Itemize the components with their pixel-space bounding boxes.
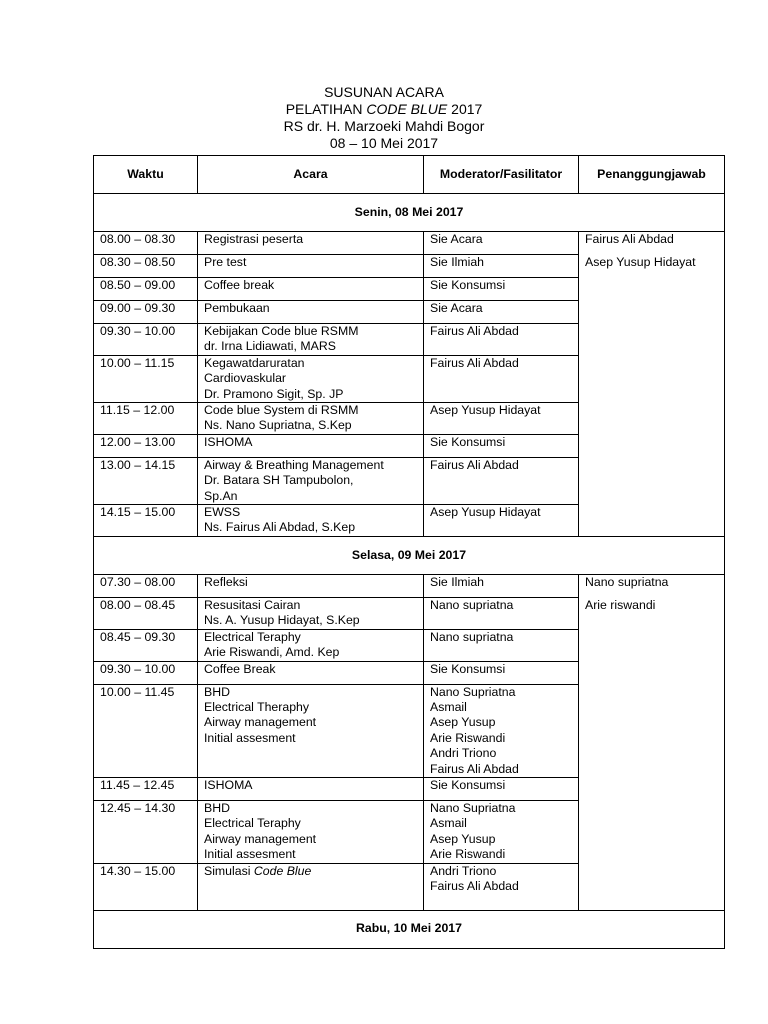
- moderator-cell: [424, 574, 579, 597]
- acara-line: ISHOMA: [204, 434, 253, 449]
- schedule-table: [93, 155, 725, 949]
- acara-line: dr. Irna Lidiawati, MARS: [204, 339, 336, 354]
- moderator-line: Fairus Ali Abdad: [430, 355, 519, 370]
- acara-line: Refleksi: [204, 574, 248, 589]
- moderator-line: Sie Konsumsi: [430, 777, 506, 792]
- moderator-cell: [424, 434, 579, 457]
- moderator-line: Nano Supriatna: [430, 684, 516, 699]
- moderator-line: Asep Yusup: [430, 831, 496, 846]
- acara-cell: [198, 684, 424, 777]
- col-header-moderator: Moderator/Fasilitator: [424, 156, 579, 194]
- time-cell: 13.00 – 14.15: [94, 457, 198, 504]
- moderator-cell: [424, 278, 579, 301]
- time-cell: 10.00 – 11.45: [94, 684, 198, 777]
- acara-line: Airway management: [204, 715, 317, 730]
- acara-cell: [198, 278, 424, 301]
- day-label: Senin, 08 Mei 2017: [94, 194, 725, 232]
- moderator-line: Sie Konsumsi: [430, 661, 506, 676]
- moderator-cell: [424, 403, 579, 435]
- day-label: Rabu, 10 Mei 2017: [94, 910, 725, 948]
- acara-line: Initial assesment: [204, 847, 296, 862]
- acara-cell: [198, 800, 424, 863]
- moderator-line: Arie Riswandi: [430, 730, 506, 745]
- acara-cell: [198, 355, 424, 402]
- moderator-line: Sie Acara: [430, 232, 483, 246]
- moderator-cell: [424, 301, 579, 324]
- acara-line: Initial assesment: [204, 730, 296, 745]
- moderator-line: Arie Riswandi: [430, 847, 506, 862]
- moderator-line: Asep Yusup Hidayat: [430, 505, 541, 520]
- time-cell: 14.15 – 15.00: [94, 505, 198, 537]
- moderator-cell: [424, 324, 579, 356]
- acara-line: Registrasi peserta: [204, 232, 304, 246]
- moderator-line: Sie Ilmiah: [430, 574, 484, 589]
- acara-line: Coffee break: [204, 278, 275, 292]
- penanggungjawab-line: Fairus Ali Abdad: [585, 232, 674, 246]
- penanggungjawab-line: Arie riswandi: [585, 597, 656, 612]
- acara-cell: [198, 255, 424, 278]
- moderator-line: Fairus Ali Abdad: [430, 324, 519, 338]
- moderator-line: Sie Acara: [430, 301, 483, 315]
- moderator-line: Fairus Ali Abdad: [430, 761, 519, 776]
- title-line-2-prefix: PELATIHAN: [285, 101, 367, 117]
- moderator-line: Nano supriatna: [430, 629, 514, 644]
- acara-line: BHD: [204, 684, 230, 699]
- moderator-line: Asmail: [430, 816, 467, 831]
- col-header-penanggungjawab: Penanggungjawab: [579, 156, 725, 194]
- title-line-4: 08 – 10 Mei 2017: [329, 135, 439, 151]
- moderator-line: Andri Triono: [430, 863, 497, 878]
- acara-cell: [198, 324, 424, 356]
- acara-line: Pembukaan: [204, 301, 270, 315]
- acara-prefix: Simulasi: [204, 863, 254, 878]
- acara-cell: [198, 574, 424, 597]
- penanggungjawab-cell: [579, 574, 725, 910]
- day-header-row: [94, 536, 725, 574]
- time-cell: 09.30 – 10.00: [94, 324, 198, 356]
- time-cell: 08.00 – 08.45: [94, 597, 198, 629]
- moderator-cell: [424, 355, 579, 402]
- time-cell: 08.30 – 08.50: [94, 255, 198, 278]
- moderator-cell: [424, 255, 579, 278]
- time-cell: 08.50 – 09.00: [94, 278, 198, 301]
- title-line-3: RS dr. H. Marzoeki Mahdi Bogor: [283, 118, 485, 134]
- title-line-2-suffix: 2017: [447, 101, 483, 117]
- moderator-cell: [424, 684, 579, 777]
- acara-line: Cardiovaskular: [204, 371, 287, 386]
- moderator-cell: [424, 863, 579, 910]
- schedule-row: [94, 232, 725, 255]
- moderator-cell: [424, 629, 579, 661]
- day-header-row: [94, 910, 725, 948]
- acara-line: Airway & Breathing Management: [204, 457, 384, 472]
- moderator-cell: [424, 232, 579, 255]
- acara-italic: Code Blue: [253, 863, 312, 878]
- document-title: [0, 84, 768, 152]
- time-cell: 07.30 – 08.00: [94, 574, 198, 597]
- time-cell: 09.30 – 10.00: [94, 661, 198, 684]
- moderator-cell: [424, 800, 579, 863]
- time-cell: 08.00 – 08.30: [94, 232, 198, 255]
- acara-line: Pre test: [204, 255, 247, 269]
- moderator-line: Andri Triono: [430, 746, 497, 761]
- penanggungjawab-line: Nano supriatna: [585, 574, 669, 589]
- time-cell: 12.45 – 14.30: [94, 800, 198, 863]
- time-cell: 11.15 – 12.00: [94, 403, 198, 435]
- header-row: [94, 156, 725, 194]
- day-header-row: [94, 194, 725, 232]
- acara-line: Dr. Pramono Sigit, Sp. JP: [204, 386, 344, 401]
- time-cell: 10.00 – 11.15: [94, 355, 198, 402]
- moderator-line: Sie Konsumsi: [430, 434, 506, 449]
- acara-cell: [198, 505, 424, 537]
- time-cell: 14.30 – 15.00: [94, 863, 198, 910]
- moderator-cell: [424, 457, 579, 504]
- acara-line: Electrical Theraphy: [204, 699, 310, 714]
- acara-cell: [198, 457, 424, 504]
- title-line-1: SUSUNAN ACARA: [324, 84, 444, 100]
- acara-cell: [198, 434, 424, 457]
- col-header-waktu: Waktu: [94, 156, 198, 194]
- acara-line: [204, 864, 423, 879]
- acara-cell: [198, 301, 424, 324]
- time-cell: 09.00 – 09.30: [94, 301, 198, 324]
- acara-cell: [198, 232, 424, 255]
- acara-cell: [198, 777, 424, 800]
- moderator-line: Asmail: [430, 699, 467, 714]
- title-line-2: [0, 101, 768, 118]
- moderator-cell: [424, 661, 579, 684]
- time-cell: 11.45 – 12.45: [94, 777, 198, 800]
- acara-cell: [198, 863, 424, 910]
- acara-line: EWSS: [204, 505, 241, 520]
- acara-line: Dr. Batara SH Tampubolon,: [204, 473, 354, 488]
- time-cell: 12.00 – 13.00: [94, 434, 198, 457]
- moderator-line: Nano Supriatna: [430, 800, 516, 815]
- day-label: Selasa, 09 Mei 2017: [94, 536, 725, 574]
- acara-line: Electrical Teraphy: [204, 816, 301, 831]
- schedule-row: [94, 574, 725, 597]
- acara-line: Kebijakan Code blue RSMM: [204, 324, 359, 338]
- acara-line: BHD: [204, 800, 230, 815]
- acara-line: Coffee Break: [204, 661, 276, 676]
- moderator-line: Sie Ilmiah: [430, 255, 484, 269]
- col-header-acara: Acara: [198, 156, 424, 194]
- moderator-line: Asep Yusup: [430, 715, 496, 730]
- acara-cell: [198, 597, 424, 629]
- acara-line: Electrical Teraphy: [204, 629, 301, 644]
- acara-line: Ns. A. Yusup Hidayat, S.Kep: [204, 613, 360, 628]
- penanggungjawab-cell: [579, 232, 725, 537]
- moderator-line: Nano supriatna: [430, 597, 514, 612]
- acara-cell: [198, 629, 424, 661]
- moderator-cell: [424, 777, 579, 800]
- acara-line: Code blue System di RSMM: [204, 403, 359, 418]
- moderator-line: Fairus Ali Abdad: [430, 878, 519, 893]
- moderator-cell: [424, 505, 579, 537]
- time-cell: 08.45 – 09.30: [94, 629, 198, 661]
- acara-line: Sp.An: [204, 488, 238, 503]
- acara-line: Arie Riswandi, Amd. Kep: [204, 645, 340, 660]
- moderator-line: Asep Yusup Hidayat: [430, 403, 541, 418]
- moderator-line: Sie Konsumsi: [430, 278, 506, 292]
- penanggungjawab-line: Asep Yusup Hidayat: [585, 255, 696, 269]
- acara-line: Ns. Fairus Ali Abdad, S.Kep: [204, 520, 356, 535]
- acara-line: Resusitasi Cairan: [204, 597, 301, 612]
- acara-cell: [198, 403, 424, 435]
- acara-cell: [198, 661, 424, 684]
- acara-line: ISHOMA: [204, 777, 253, 792]
- acara-line: Kegawatdaruratan: [204, 355, 305, 370]
- acara-line: Ns. Nano Supriatna, S.Kep: [204, 418, 352, 433]
- acara-line: Airway management: [204, 831, 317, 846]
- title-line-2-italic: CODE BLUE: [366, 101, 448, 117]
- moderator-cell: [424, 597, 579, 629]
- moderator-line: Fairus Ali Abdad: [430, 457, 519, 472]
